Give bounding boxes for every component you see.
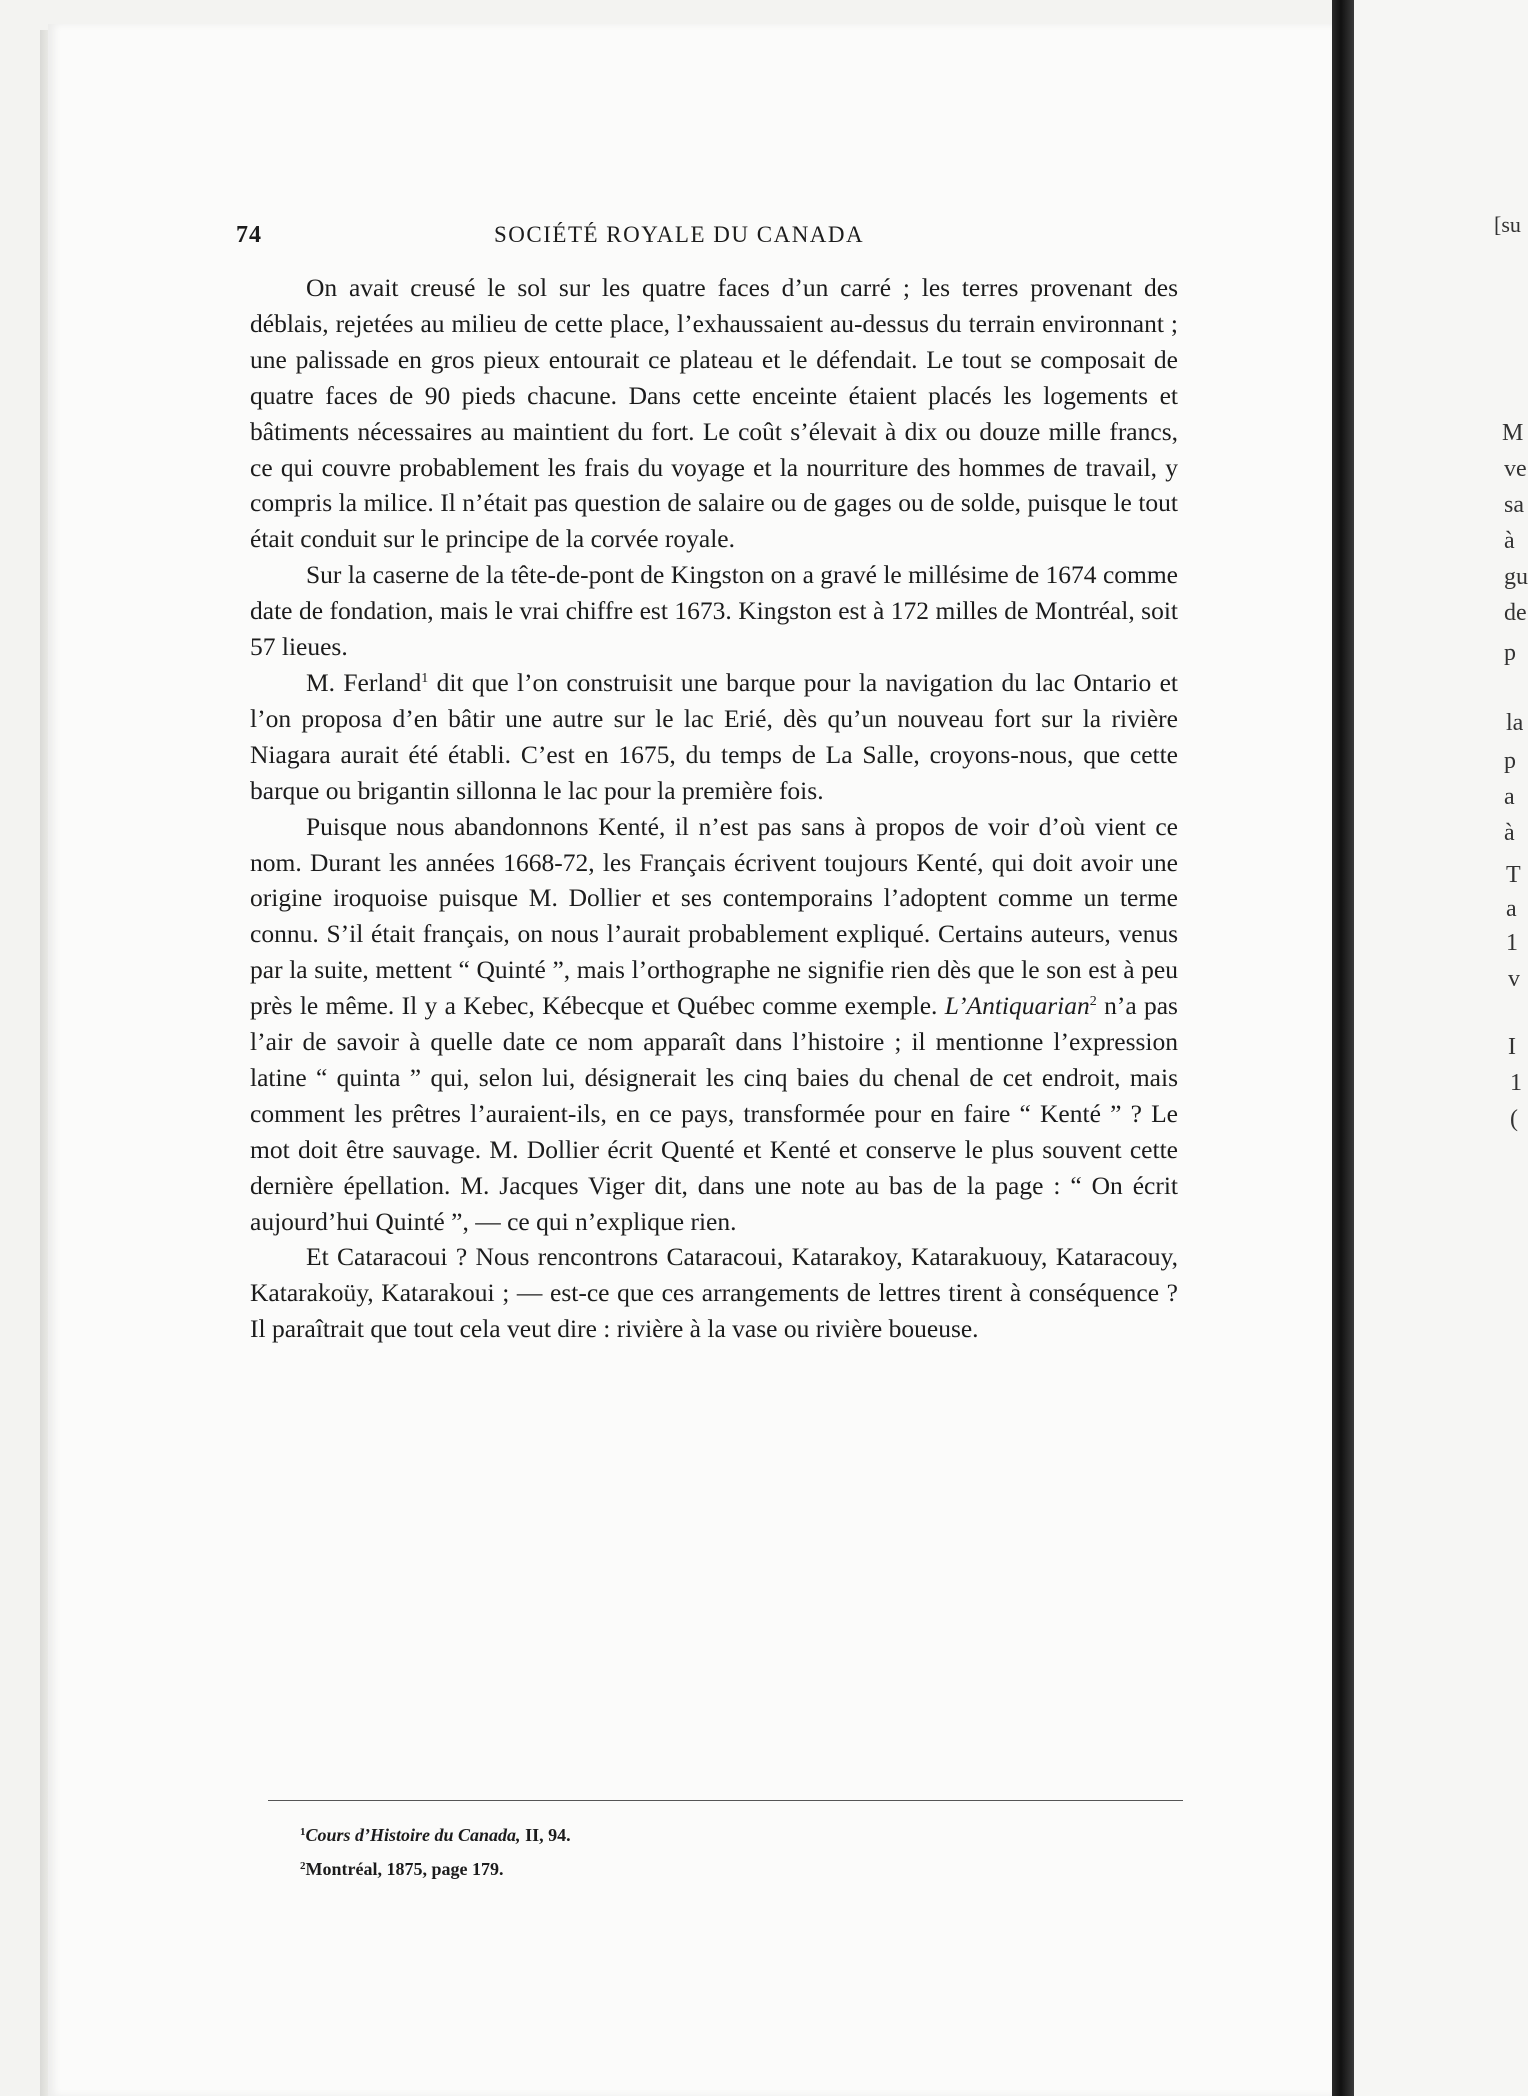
facing-line-fragment: I [1508,1034,1516,1060]
facing-running-head: [su [1494,212,1521,237]
facing-line-fragment: sa [1504,492,1524,518]
paragraph-3 [250,665,1178,809]
body-text [250,270,1178,1347]
facing-line-fragment: v [1508,966,1520,992]
footnote-2 [300,1852,571,1886]
facing-line-fragment: 1 [1510,1070,1522,1096]
paragraph-1: On avait creusé le sol sur les quatre faces d’un carré ; les terres provenant des déblais, rejetées au milieu de cette place, l’exhaussaient au-dessus du terrain environnant ; une palissade en gros pieux entourait ce plateau et le défendait. Le tout se composait de quatre faces de 90 pieds chacune. Dans cette enceinte étaient placés les logements et bâtiments nécessaires au maintient du fort. Le coût s’élevait à dix ou douze mille francs, ce qui couvre probablement les frais du voyage et la nourriture des hommes de travail, y compris la milice. Il n’était pas question de salaire ou de gages ou de solde, puisque le tout était conduit sur le principe de la corvée royale. [250,273,1178,554]
left-page [48,24,1332,2096]
facing-line-fragment: M [1502,420,1524,446]
facing-line-fragment: a [1504,784,1515,810]
running-head [236,222,1186,252]
antiquarian-title: L’Antiquarian [944,991,1090,1021]
footnotes [300,1818,571,1886]
footnote-title: Cours d’Histoire du Canada, [305,1825,521,1845]
footnote-text: Montréal, 1875, page 179. [305,1859,504,1879]
facing-line-fragment: ve [1504,456,1527,482]
facing-line-fragment: à [1504,820,1515,846]
paragraph-2: Sur la caserne de la tête-de-pont de Kingston on a gravé le millésime de 1674 comme date de fondation, mais le vrai chiffre est 1673. Kingston est à 172 milles de Montréal, soit 57 lieues. [250,560,1178,662]
paragraph-3-rest: dit que l’on construisit une barque pour la navigation du lac Ontario et l’on proposa d’en bâtir une autre sur le lac Erié, dès qu’un nouveau fort sur la rivière Niagara aurait été établi. C’est en 1675, du temps de La Salle, croyons-nous, que cette barque ou brigantin sillonna le lac pour la première fois. [250,667,1178,805]
footnote-text: II, 94. [520,1825,571,1845]
footnote-1 [300,1818,571,1852]
facing-line-fragment: p [1504,748,1516,774]
paragraph-4-rest: n’a pas l’air de savoir à quelle date ce nom apparaît dans l’histoire ; il mentionne l’expression latine “ quinta ” qui, selon lui, désignerait les cinq baies du chenal de cet endroit, mais comment les prêtres l’auraient-ils, en ce pays, transformée pour en faire “ Kenté ” ? Le mot doit être sauvage. M. Dollier écrit Quenté et Kenté et conserve le plus souvent cette dernière épellation. M. Jacques Viger dit, dans une note au bas de la page : “ On écrit aujourd’hui Quinté ”, — ce qui n’explique rien. [250,991,1178,1236]
facing-line-fragment: ( [1510,1106,1518,1132]
paragraph-4-start: Puisque nous abandonnons Kenté, il n’est pas sans à propos de voir d’où vient ce nom. Durant les années 1668-72, les Français écrivent toujours Kenté, qui doit avoir une origine iroquoise puisque M. Dollier et ses contemporains l’adoptent comme un terme connu. S’il était français, on nous l’aurait probablement expliqué. Certains auteurs, venus par la suite, mettent “ Quinté ”, mais l’orthographe ne signifie rien dès que le son est à peu près le même. Il y a Kebec, Kébecque et Québec comme exemple. [250,811,1178,1021]
footnote-mark: 1 [300,1826,306,1838]
facing-line-fragment: 1 [1506,930,1518,956]
footnote-divider [268,1800,1183,1801]
footnote-mark: 2 [300,1860,306,1872]
book-gutter [1332,0,1354,2096]
facing-line-fragment: gu [1504,564,1528,590]
facing-line-fragment: a [1506,896,1517,922]
running-title: SOCIÉTÉ ROYALE DU CANADA [494,222,865,247]
facing-line-fragment: p [1504,640,1516,666]
facing-line-fragment: T [1506,862,1521,888]
facing-line-fragment: de [1504,600,1527,626]
facing-page [1354,0,1528,2096]
paragraph-4 [250,809,1178,1240]
page-number: 74 [236,222,262,248]
footnote-ref-2: 2 [1089,994,1097,1010]
footnote-ref-1: 1 [421,670,429,686]
paragraph-3-start: M. Ferland [306,667,422,697]
paragraph-5: Et Cataracoui ? Nous rencontrons Cataracoui, Katarakoy, Katarakuouy, Kataracouy, Katarakoüy, Katarakoui ; — est-ce que ces arrangements de lettres tirent à conséquence ? Il paraîtrait que tout cela veut dire : rivière à la vase ou rivière boueuse. [250,1242,1178,1344]
facing-line-fragment: la [1506,710,1524,736]
facing-line-fragment: à [1504,528,1515,554]
